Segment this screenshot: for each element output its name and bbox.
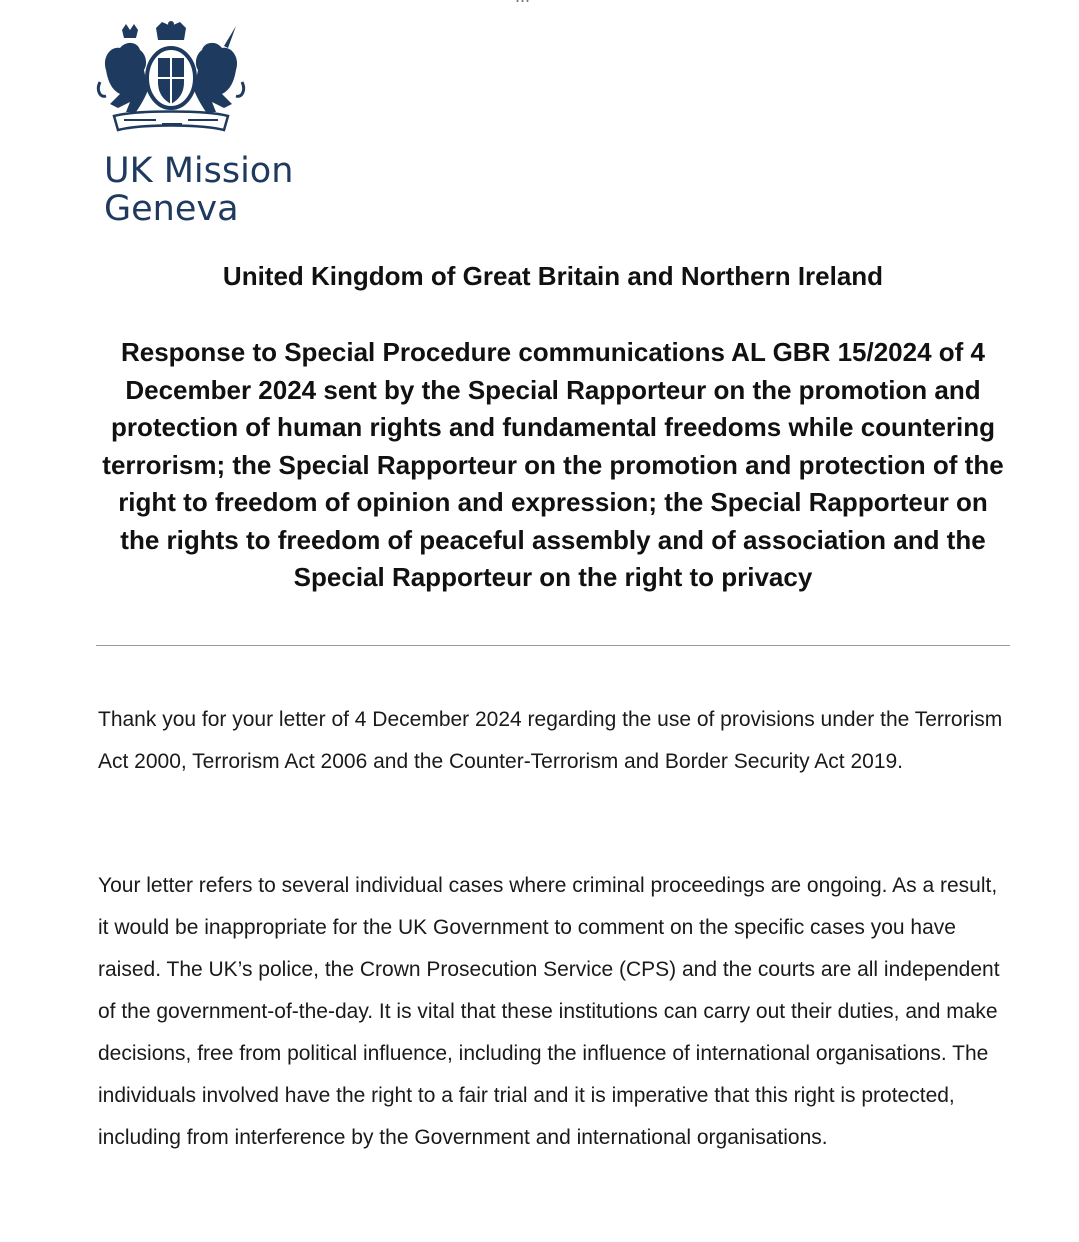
mission-name-line1: UK Mission bbox=[104, 151, 294, 191]
body-paragraph: Your letter refers to several individual cases where criminal proceedings are ongoing. As a result, it would be inappropriate for the UK Government to comment on the specific cases you have raised. The UK’s police, the Crown Prosecution Service (CPS) and the courts are all independent of the government-of-the-day. It is vital that these institutions can carry out their duties, and make decisions, free from political influence, including the influence of international organisations. The individuals involved have the right to a fair trial and it is imperative that this right is protected, including from interference by the Government and international organisations. bbox=[98, 874, 1000, 1149]
royal-coat-of-arms-icon bbox=[96, 20, 246, 138]
document-subject-heading: Response to Special Procedure communications AL GBR 15/2024 of 4 December 2024 sent by the Special Rapporteur on the promotion and protection of human rights and fundamental freedoms while countering terrorism; the Special Rapporteur on the promotion and protection of the right to freedom of opinion and expression; the Special Rapporteur on the rights to freedom of peaceful assembly and of association and the Special Rapporteur on the right to privacy bbox=[102, 337, 1004, 592]
mission-name-line2: Geneva bbox=[104, 189, 239, 229]
mission-wordmark bbox=[104, 152, 293, 228]
document-country-heading: United Kingdom of Great Britain and Northern Ireland bbox=[222, 261, 884, 291]
heading-divider bbox=[96, 645, 1010, 646]
cropped-top-text bbox=[515, 0, 530, 7]
body-paragraph: Thank you for your letter of 4 December 2024 regarding the use of provisions under the Terrorism Act 2000, Terrorism Act 2006 and the Counter-Terrorism and Border Security Act 2019. bbox=[98, 708, 1003, 773]
